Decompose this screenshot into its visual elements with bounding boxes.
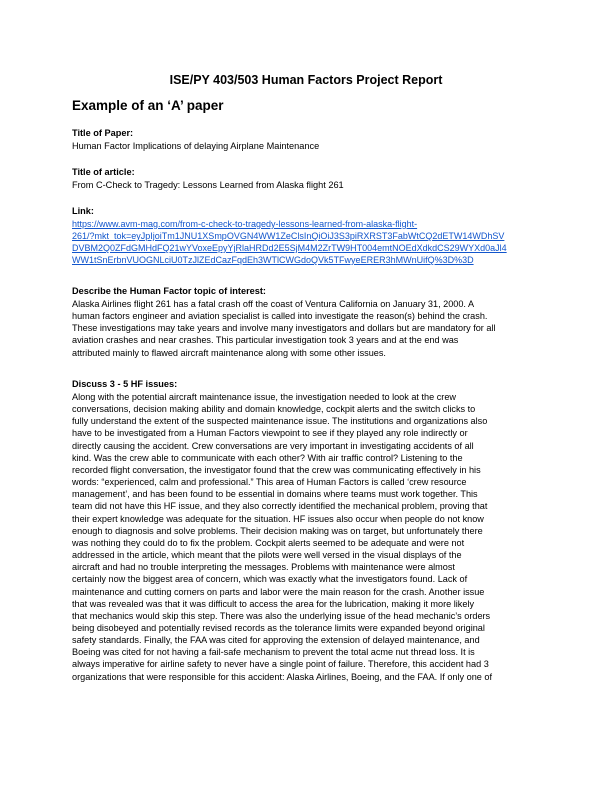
text-line: directly causing the accident. Crew conversations are very important in investigating accidents of all: [72, 440, 474, 451]
text-line: aviation crashes and near crashes. This particular investigation took 3 years and at the end was: [72, 335, 459, 346]
text-line: kind. Was the crew able to communicate with each other? With air traffic control? Listening to the: [72, 452, 463, 463]
paper-title-label: Title of Paper:: [72, 128, 134, 138]
article-link[interactable]: [72, 218, 542, 266]
topic-label: Describe the Human Factor topic of interest:: [72, 286, 266, 296]
link-line[interactable]: DVBM2Q0ZFdGMHdFQ21wYVoxeEpyYjRlaHRDd2E5SjM4M2ZrTW9HT004emtNOEdXdkdCS29WYXd0aJl4: [72, 243, 507, 253]
text-line: enough to diagnosis and solve problems. Their decision making was on target, but unfortunately there: [72, 525, 483, 536]
text-line: team did not have this HF issue, and they also correctly identified the mechanical problem, proving that: [72, 501, 488, 512]
page-subtitle: Example of an ‘A’ paper: [72, 98, 224, 113]
text-line: words: “experienced, calm and professional.” This area of Human Factors is called ‘crew resource: [72, 477, 467, 488]
text-line: attributed mainly to flawed aircraft maintenance along with some other issues.: [72, 347, 386, 358]
text-line: Along with the potential aircraft maintenance issue, the investigation needed to look at the crew: [72, 392, 456, 402]
text-line: was nothing they could do to fix the problem. Cockpit alerts seemed to be adequate and were not: [72, 537, 465, 548]
text-line: organizations that were responsible for this accident: Alaska Airlines, Boeing, and the FAA. If only one of: [72, 671, 492, 682]
link-label: Link:: [72, 206, 94, 216]
text-line: safety standards. Finally, the FAA was cited for approving the extension of delayed maintenance, and: [72, 635, 480, 646]
discuss-paragraph: [72, 391, 550, 683]
text-line: human factors engineer and aviation specialist is called into investigate the reason(s) behind the crash.: [72, 311, 488, 322]
article-title-label: Title of article:: [72, 167, 135, 177]
link-line[interactable]: 261/?mkt_tok=eyJpIjoiTm1JNU1XSmpOVGN4WW1ZeClsInQiOiJ3S3piRXRST3FabWtCQ2dETW14WDhSV: [72, 231, 505, 241]
text-line: always imperative for airline safety to never have a single point of failure. Therefore, this accident had 3: [72, 659, 489, 670]
text-line: conversations, decision making ability and domain knowledge, cockpit alerts and the switch clicks to: [72, 404, 476, 415]
text-line: that was revealed was that it was difficult to access the area for the lubrication, making it more likely: [72, 598, 475, 609]
text-line: aircraft and had no trouble interpreting the messages. Problems with maintenance were almost: [72, 562, 455, 573]
text-line: Boeing was cited for not having a fail-safe mechanism to prevent the total acme nut thread loss. It is: [72, 647, 475, 658]
link-line[interactable]: https://www.avm-mag.com/from-c-check-to-tragedy-lessons-learned-from-alaska-flight-: [72, 219, 418, 229]
text-line: being disobeyed and potentially revised records as the tolerance limits were expanded beyond original: [72, 622, 485, 633]
paper-title-value: Human Factor Implications of delaying Airplane Maintenance: [72, 141, 320, 151]
text-line: have to be investigated from a Human Factors viewpoint to see if they played any role indirectly or: [72, 428, 468, 439]
text-line: addressed in the article, which meant that the pilots were well versed in the visual displays of the: [72, 550, 462, 561]
text-line: fully understand the extent of the suspected maintenance issue. The institutions and organizations also: [72, 416, 488, 427]
text-line: that mechanics would skip this step. There was also the underlying issue of the head mechanic’s orders: [72, 610, 491, 621]
text-line: maintenance and cutting corners on parts and labor were the main reason for the crash. Another issue: [72, 586, 485, 597]
text-line: These investigations may take years and involve many investigators and dollars but are mandatory for all: [72, 323, 496, 334]
article-link-anchor[interactable]: [72, 218, 542, 266]
topic-paragraph: [72, 298, 550, 359]
text-line: certainly now the biggest area of concern, which was exactly what the investigators found. Lack of: [72, 574, 468, 585]
text-line: their expert knowledge was adequate for the situation. HF issues also occur when people do not know: [72, 513, 484, 524]
article-title-value: From C-Check to Tragedy: Lessons Learned from Alaska flight 261: [72, 180, 344, 190]
text-line: recorded flight conversation, the investigator found that the crew was communicating effectively in his: [72, 464, 481, 475]
link-line[interactable]: WW1tSnErbnVUOGNLciU0TzJlZEdCazFqdEh3WTlCWGdoQVk5TFwyeERER3hMWnUifQ%3D%3D: [72, 255, 474, 265]
page-title: ISE/PY 403/503 Human Factors Project Report: [169, 73, 443, 87]
text-line: management’, and has been found to be essential in domains where teams must work together. This: [72, 489, 478, 500]
discuss-label: Discuss 3 - 5 HF issues:: [72, 379, 178, 389]
text-line: Alaska Airlines flight 261 has a fatal crash off the coast of Ventura California on January 31, 2000. A: [72, 299, 475, 309]
